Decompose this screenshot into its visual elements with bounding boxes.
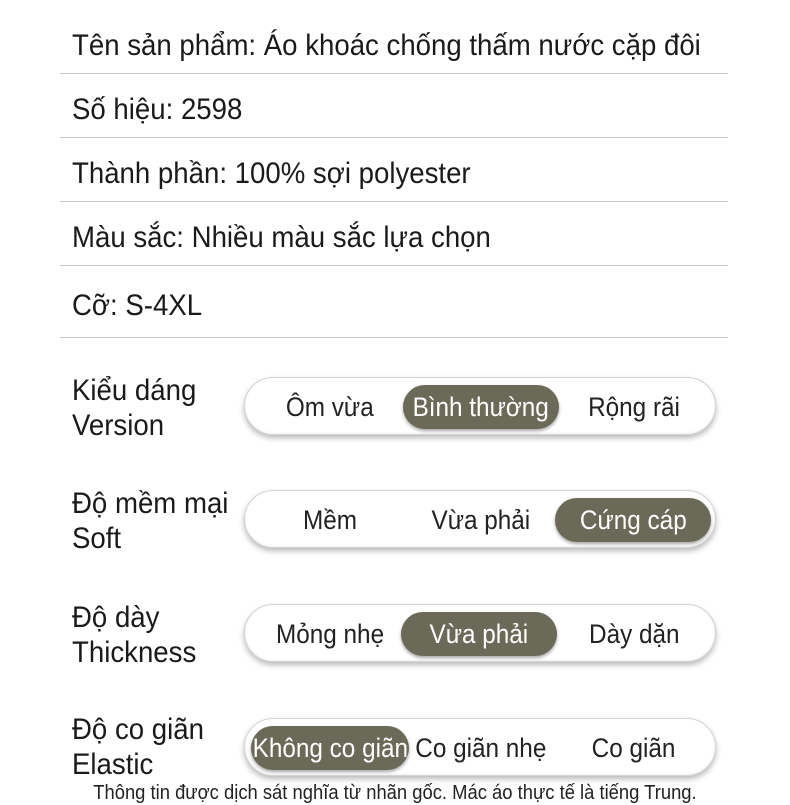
softness-label-vi: Độ mềm mại	[72, 487, 229, 520]
elasticity-option[interactable]: Co giãn	[592, 732, 676, 763]
thickness-label-vi: Độ dày	[72, 601, 160, 634]
version-option[interactable]: Ôm vừa	[286, 391, 374, 422]
version-option[interactable]: Rộng rãi	[588, 391, 680, 422]
thickness-label-en: Thickness	[72, 636, 197, 669]
info-row-color	[60, 202, 728, 266]
thickness-option-selected[interactable]: Vừa phải	[401, 612, 557, 656]
softness-selector	[244, 490, 716, 548]
info-row-code	[60, 74, 728, 138]
version-label-vi: Kiểu dáng	[72, 374, 197, 407]
elasticity-label-en: Elastic	[72, 748, 154, 781]
composition-text: Thành phần: 100% sợi polyester	[72, 157, 471, 190]
softness-option[interactable]: Vừa phải	[431, 504, 531, 535]
version-option-selected[interactable]: Bình thường	[403, 385, 559, 429]
elasticity-option[interactable]: Co giãn nhẹ	[415, 732, 547, 763]
thickness-selector	[244, 604, 716, 662]
product-code-text: Số hiệu: 2598	[72, 93, 243, 126]
elasticity-label-vi: Độ co giãn	[72, 713, 204, 746]
softness-option-selected[interactable]: Cứng cáp	[555, 498, 711, 542]
version-label-en: Version	[72, 409, 165, 442]
info-row-composition	[60, 138, 728, 202]
softness-label-en: Soft	[72, 522, 122, 555]
translation-note: Thông tin được dịch sát nghĩa từ nhãn gốc. Mác áo thực tế là tiếng Trung.	[93, 782, 697, 804]
thickness-option[interactable]: Dày dặn	[588, 618, 680, 649]
size-text: Cỡ: S-4XL	[72, 289, 203, 322]
elasticity-option-selected[interactable]: Không co giãn	[251, 726, 409, 770]
thickness-option[interactable]: Mỏng nhẹ	[275, 618, 385, 649]
elasticity-selector	[244, 718, 716, 776]
color-text: Màu sắc: Nhiều màu sắc lựa chọn	[72, 221, 491, 254]
version-selector	[244, 377, 716, 435]
info-row-name	[60, 10, 728, 74]
softness-option[interactable]: Mềm	[303, 504, 357, 535]
product-name-text: Tên sản phẩm: Áo khoác chống thấm nước cặp đôi	[72, 29, 701, 62]
info-row-size	[60, 266, 728, 338]
